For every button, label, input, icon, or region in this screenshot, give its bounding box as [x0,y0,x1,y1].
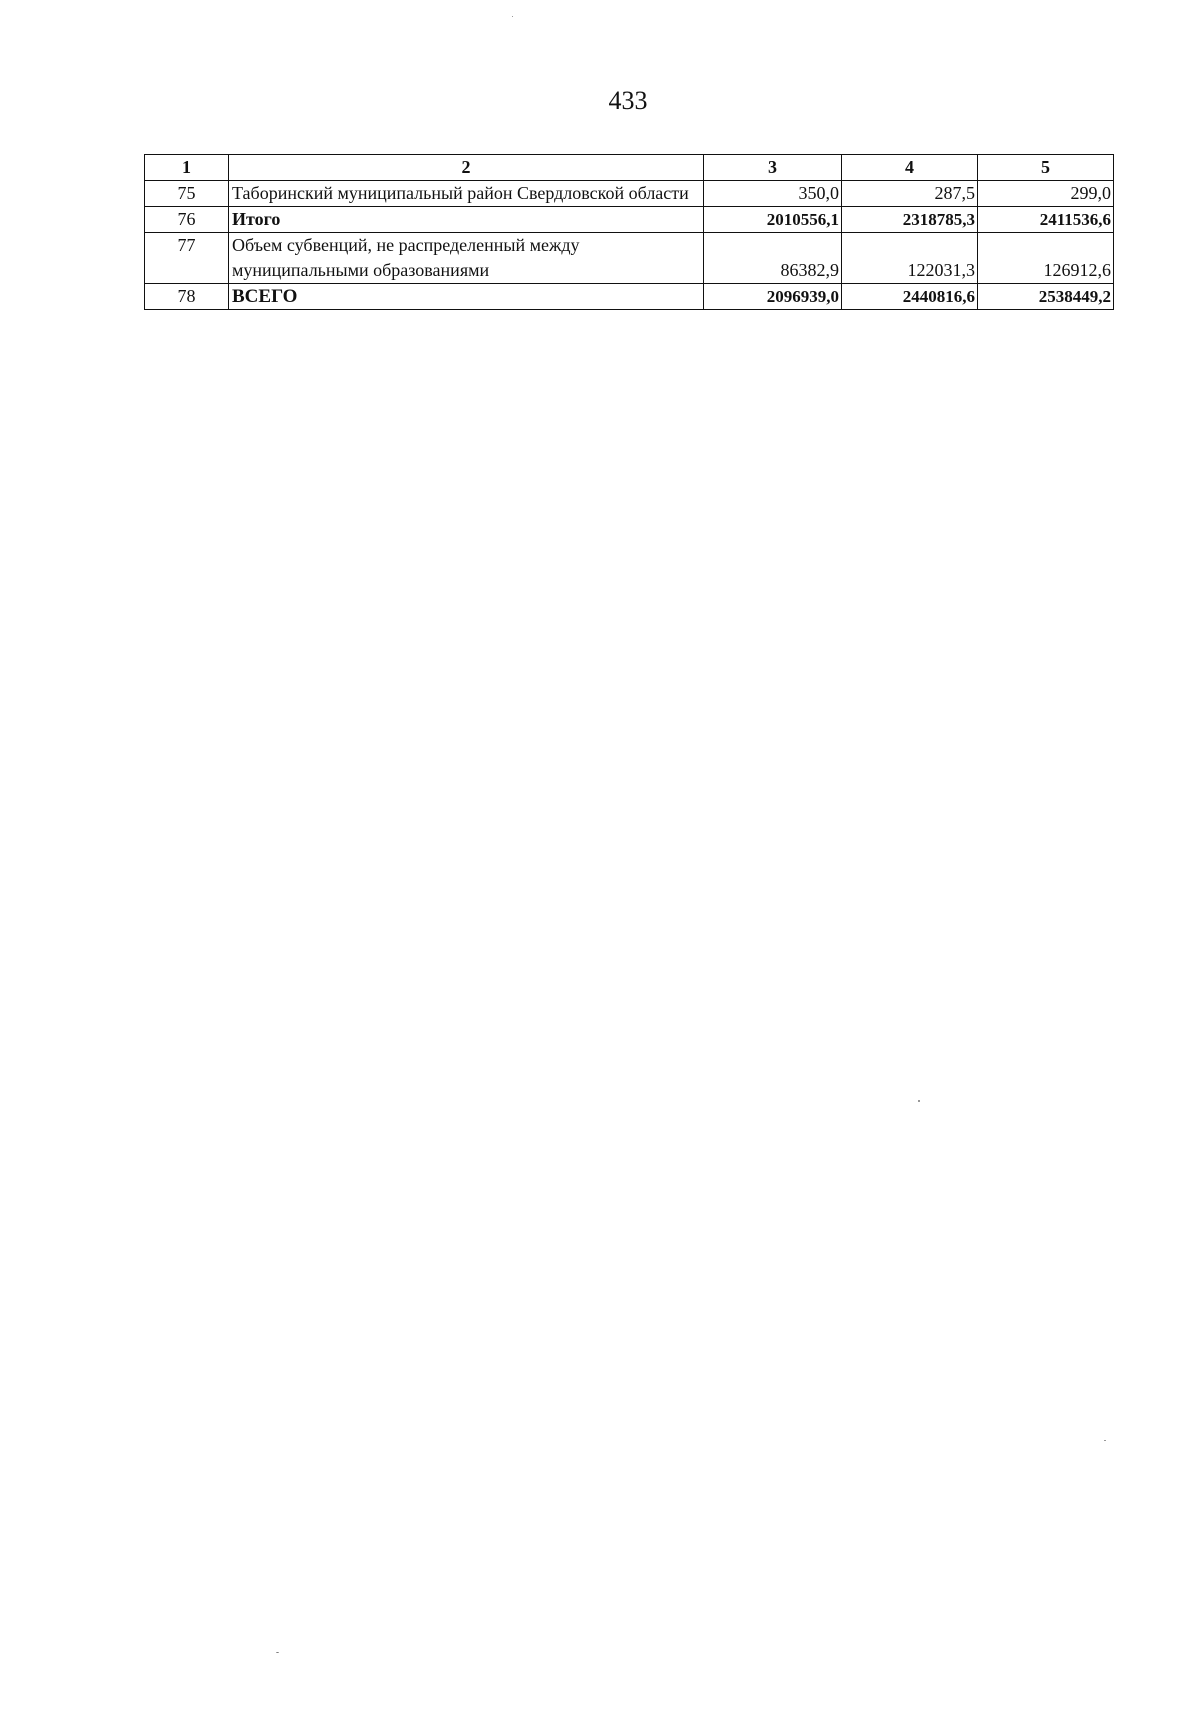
row-value-col3: 86382,9 [704,233,842,284]
row-value-col3: 2096939,0 [704,284,842,310]
row-number: 76 [145,207,229,233]
row-number: 75 [145,181,229,207]
table-row [145,181,1114,207]
table-row-total [145,284,1114,310]
column-header: 3 [704,155,842,181]
column-header: 4 [842,155,978,181]
row-value-col5: 299,0 [978,181,1114,207]
scan-speck [276,1652,279,1653]
scan-speck [512,16,513,17]
table-row [145,233,1114,284]
row-value-col3: 350,0 [704,181,842,207]
row-name: Итого [229,207,704,233]
row-name: Таборинский муниципальный район Свердловской области [229,181,704,207]
scan-speck [918,1100,920,1102]
row-number: 78 [145,284,229,310]
row-value-col5: 2411536,6 [978,207,1114,233]
row-value-col4: 287,5 [842,181,978,207]
column-header: 2 [229,155,704,181]
subventions-table [144,154,1114,310]
row-name: ВСЕГО [229,284,704,310]
row-value-col5: 2538449,2 [978,284,1114,310]
row-value-col4: 122031,3 [842,233,978,284]
column-header: 1 [145,155,229,181]
table-row-subtotal [145,207,1114,233]
row-value-col3: 2010556,1 [704,207,842,233]
row-name: Объем субвенций, не распределенный между муниципальными образованиями [229,233,704,284]
row-value-col4: 2318785,3 [842,207,978,233]
row-value-col4: 2440816,6 [842,284,978,310]
scan-speck [1104,1440,1106,1441]
table-header-row [145,155,1114,181]
column-header: 5 [978,155,1114,181]
row-number: 77 [145,233,229,284]
row-value-col5: 126912,6 [978,233,1114,284]
page-number: 433 [608,86,648,115]
